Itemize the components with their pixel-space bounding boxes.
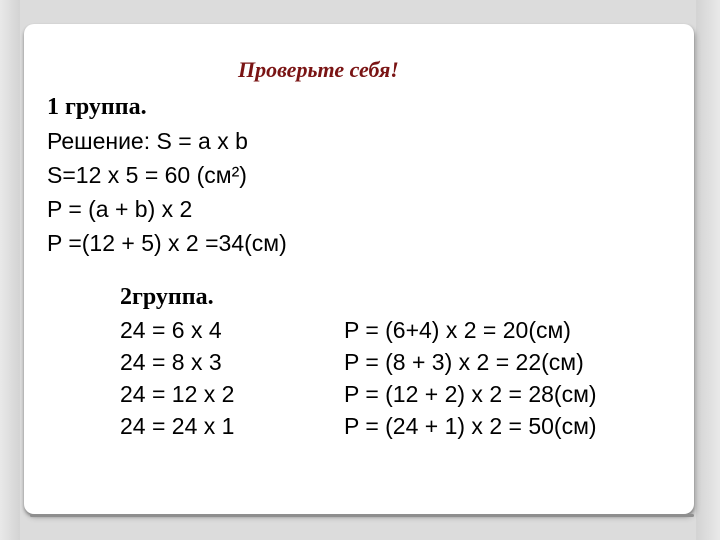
group2-perimeter-row: P = (12 + 2) x 2 = 28(см) <box>344 381 597 407</box>
group2-factor-row: 24 = 24 x 1 <box>120 413 235 439</box>
group1-heading: 1 группа. <box>47 94 147 120</box>
group2-factor-row: 24 = 8 x 3 <box>120 349 222 375</box>
group2-perimeter-row: P = (6+4) x 2 = 20(см) <box>344 317 571 343</box>
group1-area-calc: S=12 x 5 = 60 (см²) <box>47 162 247 188</box>
right-edge-bar <box>696 0 720 540</box>
slide-title: Проверьте себя! <box>238 57 399 82</box>
group2-perimeter-row: P = (24 + 1) x 2 = 50(см) <box>344 413 597 439</box>
group2-factor-row: 24 = 6 x 4 <box>120 317 222 343</box>
slide-bottom-divider <box>30 514 694 517</box>
group1-perimeter-calc: P =(12 + 5) x 2 =34(см) <box>47 230 287 256</box>
group2-perimeter-row: P = (8 + 3) x 2 = 22(см) <box>344 349 584 375</box>
group1-formula-area: Решение: S = a x b <box>47 128 248 154</box>
left-edge-bar <box>0 0 20 540</box>
group2-factor-row: 24 = 12 x 2 <box>120 381 235 407</box>
group1-formula-perimeter: P = (a + b) x 2 <box>47 196 193 222</box>
group2-heading: 2группа. <box>120 284 214 310</box>
